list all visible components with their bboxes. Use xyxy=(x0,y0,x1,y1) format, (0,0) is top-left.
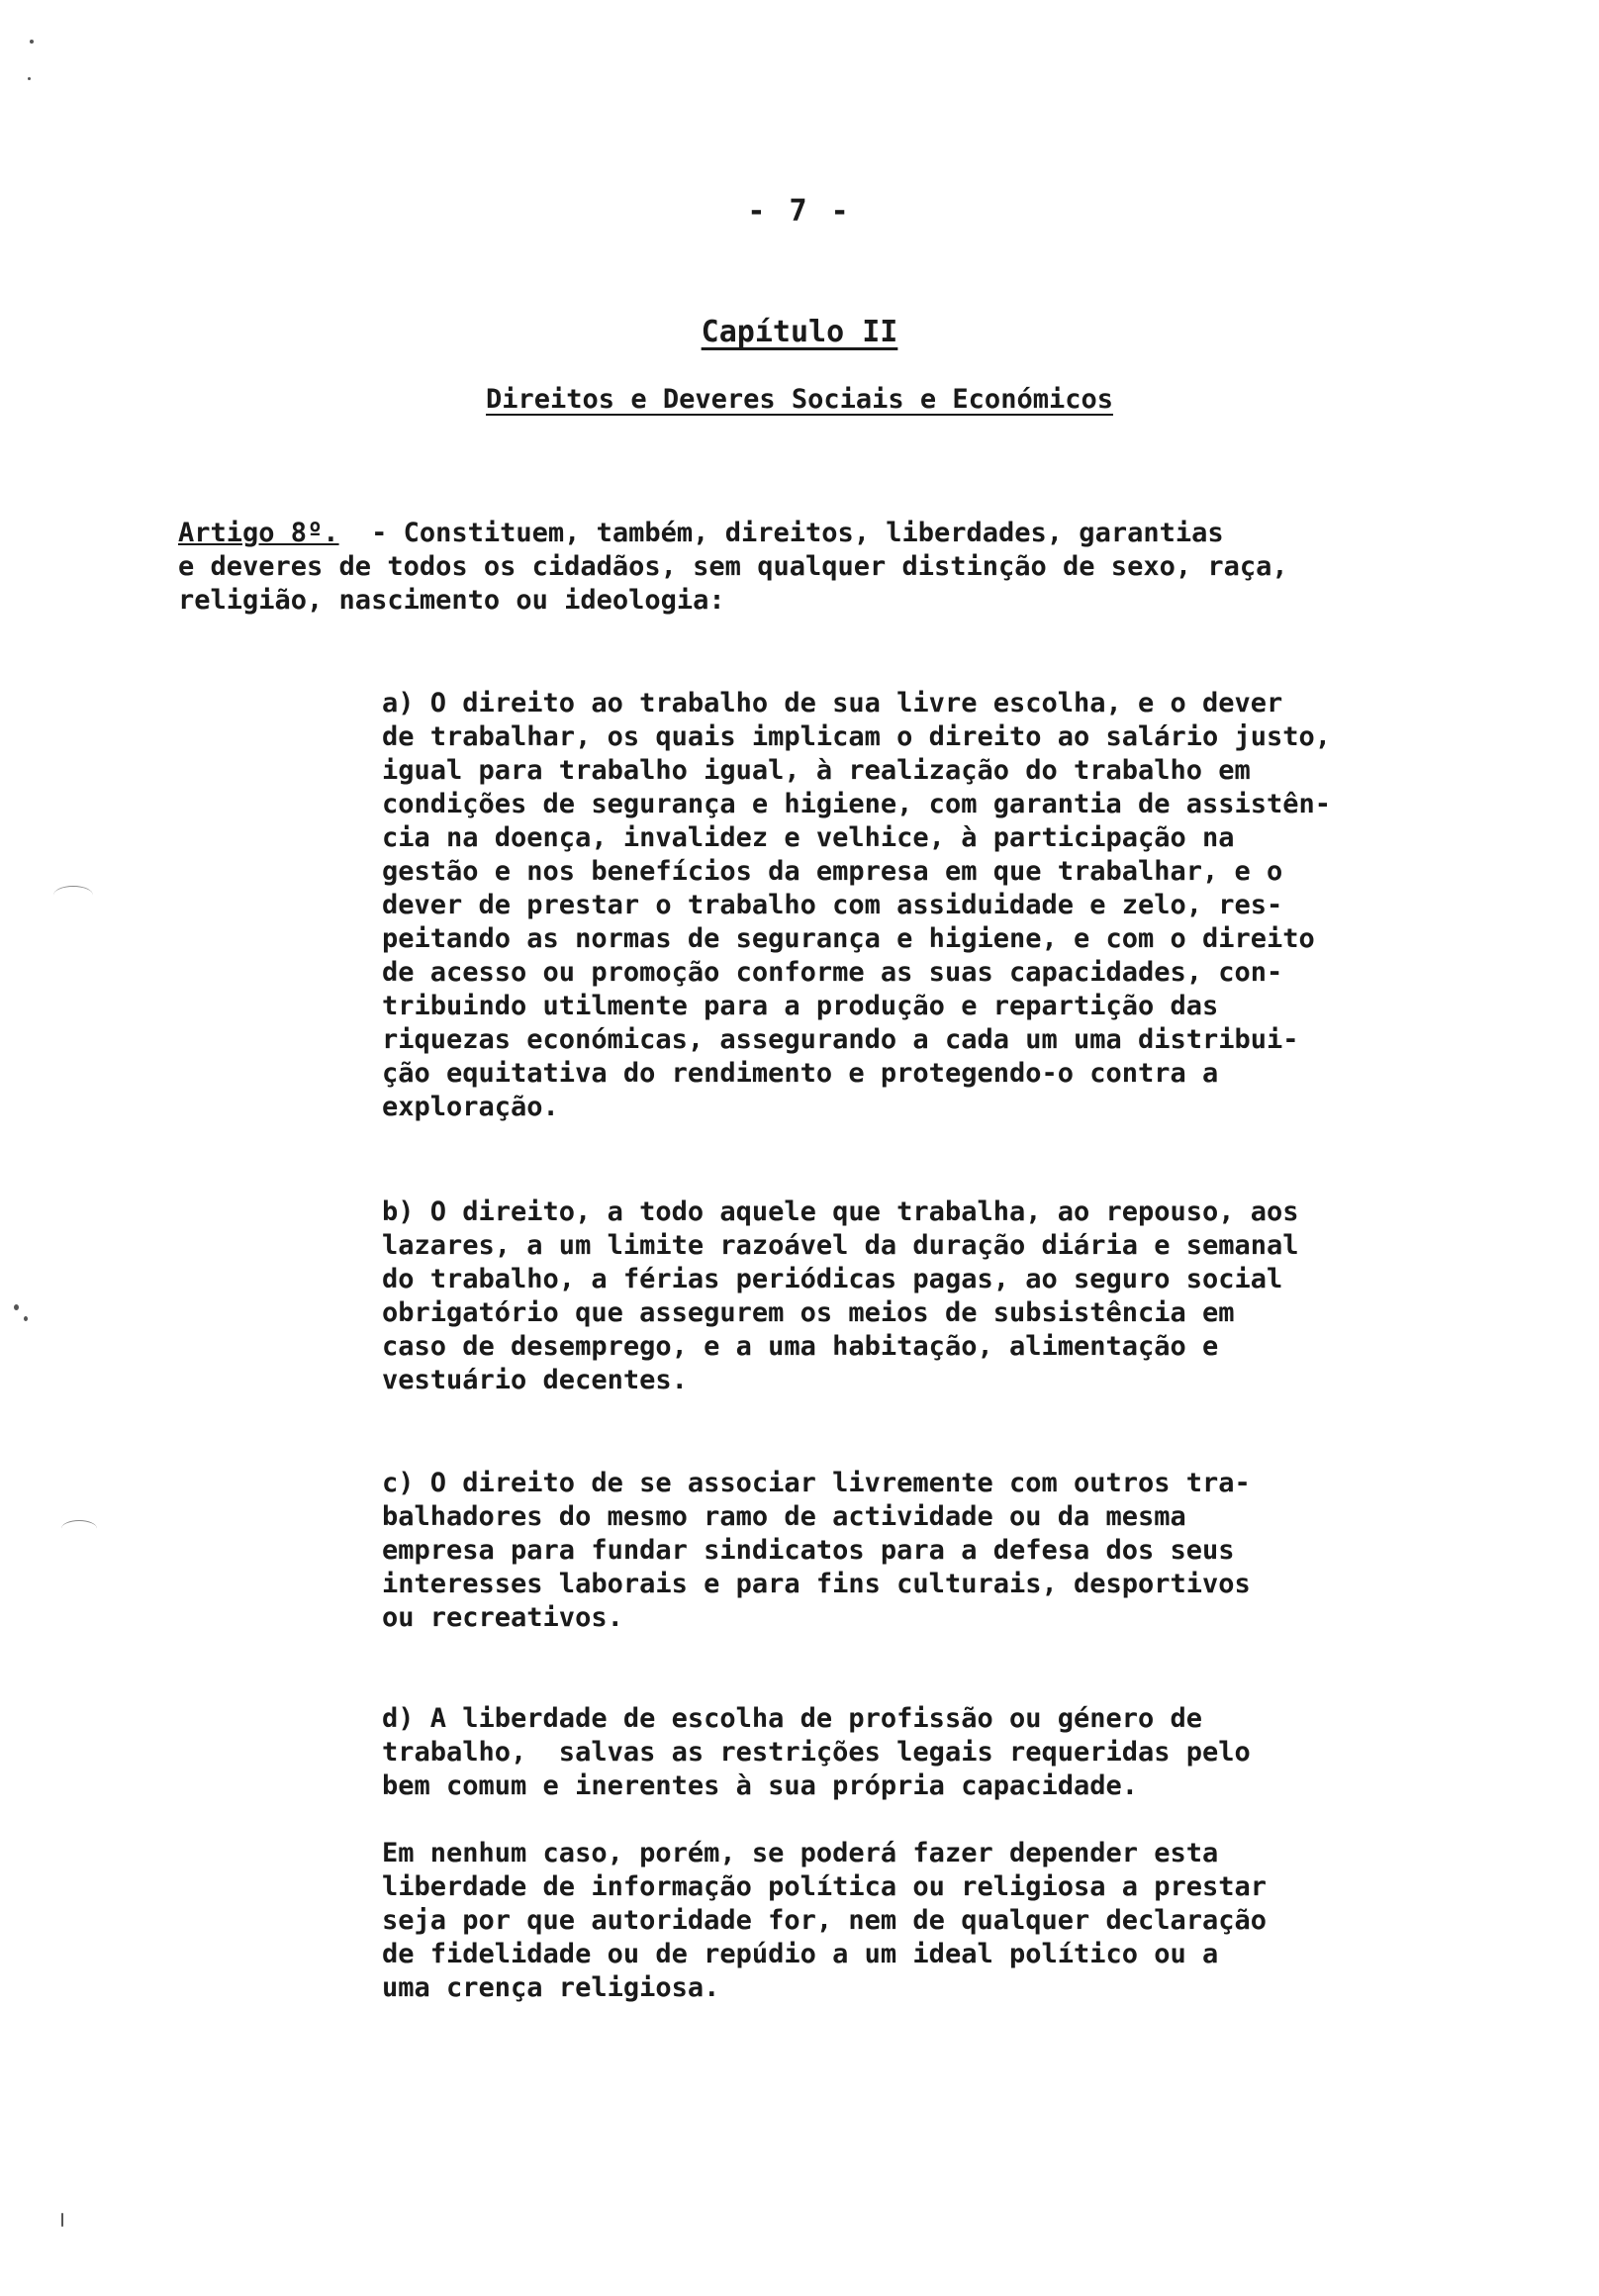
clause-d: d) A liberdade de escolha de profissão ou género de trabalho, salvas as restrições legais requeridas pelo bem comum e inerentes à sua própria capacidade. xyxy=(382,1703,1251,1801)
clause-a: a) O direito ao trabalho de sua livre escolha, e o dever de trabalhar, os quais implicam o direito ao salário justo, igual para trabalho igual, à realização do trabalho em condições de segurança e higiene, com garantia de assistên- cia na doença, invalidez e velhice, à participação na gestão e nos benefícios da empresa em que trabalhar, e o dever de prestar o trabalho com assiduidade e zelo, res- peitando as normas de segurança e higiene, e com o direito de acesso ou promoção conforme as suas capacidades, con- tribuindo utilmente para a produção e repartição das riquezas económicas, assegurando a cada um uma distribui- ção equitativa do rendimento e protegendo-o contra a exploração. xyxy=(382,688,1332,1122)
clause-d-continuation: Em nenhum caso, porém, se poderá fazer depender esta liberdade de informação política ou religiosa a prestar seja por que autoridade for, nem de qualquer declaração de fidelidade ou de repúdio a um ideal político ou a uma crença religiosa. xyxy=(382,1838,1268,2003)
article-label: Artigo 8º. xyxy=(178,518,339,548)
scan-mark xyxy=(61,1520,97,1537)
scan-speck xyxy=(28,77,31,80)
page-number: - 7 - xyxy=(747,194,852,229)
scan-speck xyxy=(14,1304,19,1310)
article-intro-text: - Constituem, também, direitos, liberdades, garantias e deveres de todos os cidadãos, sem qualquer distinção de sexo, raça, religião, nascimento ou ideologia: xyxy=(178,518,1288,616)
scan-speck xyxy=(30,40,34,44)
scan-mark xyxy=(53,886,93,905)
chapter-subtitle: Direitos e Deveres Sociais e Económicos xyxy=(486,384,1113,415)
scan-speck xyxy=(61,2213,63,2227)
article-intro xyxy=(178,517,1563,618)
chapter-title: Capítulo II xyxy=(701,315,898,349)
clause-b: b) O direito, a todo aquele que trabalha, ao repouso, aos lazares, a um limite razoável da duração diária e semanal do trabalho, a férias periódicas pagas, ao seguro social obrigatório que assegurem os meios de subsistência em caso de desemprego, e a uma habitação, alimentação e vestuário decentes. xyxy=(382,1196,1299,1395)
scan-speck xyxy=(24,1316,28,1321)
clause-c: c) O direito de se associar livremente com outros tra- balhadores do mesmo ramo de actividade ou da mesma empresa para fundar sindicatos para a defesa dos seus interesses laborais e para fins culturais, desportivos ou recreativos. xyxy=(382,1468,1251,1633)
